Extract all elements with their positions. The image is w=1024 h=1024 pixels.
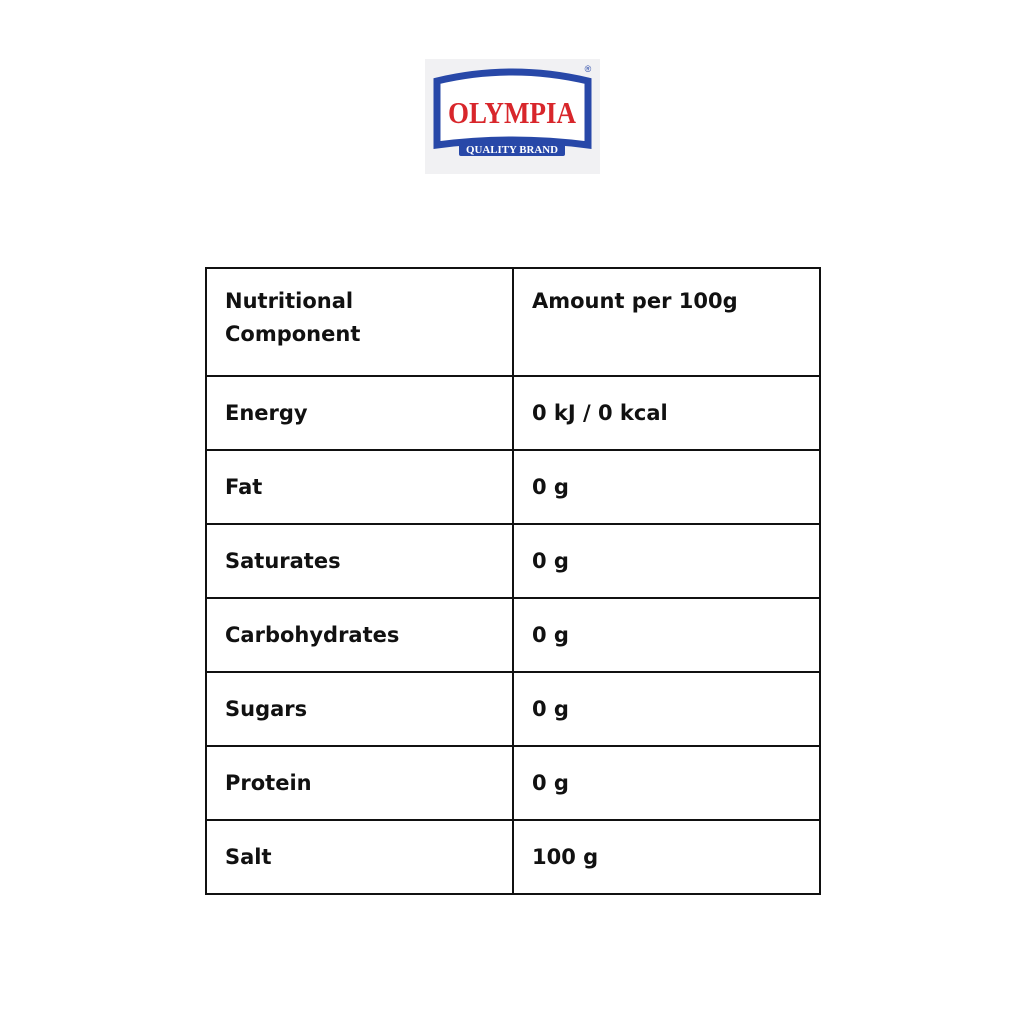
brand-name: OLYMPIA — [448, 95, 577, 130]
table-header-row — [206, 268, 820, 376]
component-cell: Fat — [206, 450, 513, 524]
nutrition-table — [205, 267, 821, 895]
amount-cell: 0 g — [513, 524, 820, 598]
component-cell: Carbohydrates — [206, 598, 513, 672]
header-component: Nutritional Component — [206, 268, 513, 376]
table-row — [206, 524, 820, 598]
registered-mark: ® — [584, 64, 592, 74]
olympia-logo-icon — [425, 59, 600, 174]
component-cell: Saturates — [206, 524, 513, 598]
table-row — [206, 450, 820, 524]
amount-cell: 0 g — [513, 598, 820, 672]
table-row — [206, 672, 820, 746]
component-cell: Sugars — [206, 672, 513, 746]
component-cell: Energy — [206, 376, 513, 450]
amount-cell: 0 g — [513, 450, 820, 524]
amount-cell: 0 g — [513, 672, 820, 746]
brand-logo — [425, 59, 600, 174]
header-amount: Amount per 100g — [513, 268, 820, 376]
component-cell: Salt — [206, 820, 513, 894]
amount-cell: 0 kJ / 0 kcal — [513, 376, 820, 450]
table-row — [206, 746, 820, 820]
amount-cell: 100 g — [513, 820, 820, 894]
brand-tagline: QUALITY BRAND — [466, 145, 558, 156]
table-row — [206, 820, 820, 894]
amount-cell: 0 g — [513, 746, 820, 820]
table-row — [206, 376, 820, 450]
component-cell: Protein — [206, 746, 513, 820]
table-row — [206, 598, 820, 672]
